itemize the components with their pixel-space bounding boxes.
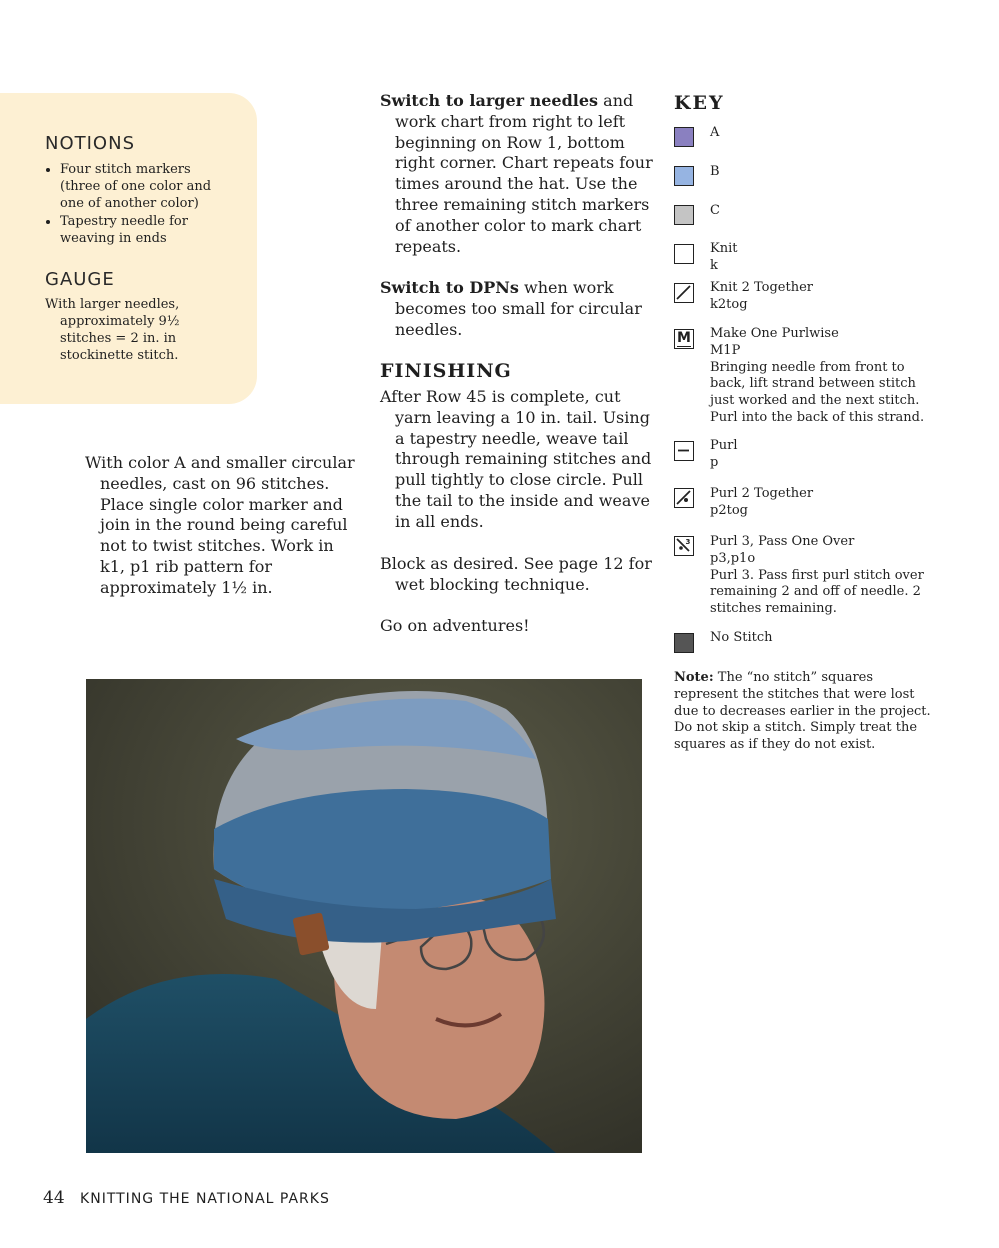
- switch-larger-text: and work chart from right to left beginning on Row 1, bottom right corner. Chart repeats four times around the hat. Use the three remaining stitch markers of another color to mark chart repeats.: [395, 91, 653, 256]
- color-c-label: C: [710, 203, 720, 218]
- no-stitch-swatch: [674, 633, 694, 653]
- p3pso-name: Purl 3, Pass One Over: [710, 534, 855, 549]
- notions-item: • Four stitch markers (three of one color and one of another color): [60, 161, 229, 212]
- notions-list: [45, 161, 229, 247]
- switch-dpns-paragraph: [380, 278, 657, 340]
- switch-dpns-text: when work becomes too small for circular needles.: [395, 278, 642, 339]
- p3pso-description: Purl 3. Pass first purl stitch over remaining 2 and off of needle. 2 stitches remaining.: [710, 567, 924, 617]
- color-a-swatch: [674, 127, 694, 147]
- knit-label: [710, 241, 940, 275]
- notions-item: • Tapestry needle for weaving in ends: [60, 213, 229, 247]
- knit-name: Knit: [710, 241, 738, 256]
- knit-abbr: k: [710, 257, 718, 273]
- knit-symbol: [674, 244, 694, 264]
- k2tog-slash-icon: [675, 284, 692, 301]
- switch-larger-bold: Switch to larger needles: [380, 91, 599, 110]
- p2tog-abbr: p2tog: [710, 502, 748, 518]
- hat-photo-illustration: [86, 679, 642, 1153]
- color-b-label: B: [710, 164, 720, 179]
- m1p-name: Make One Purlwise: [710, 326, 839, 341]
- purl-label: [710, 438, 940, 472]
- key-heading: KEY: [674, 92, 725, 114]
- m1p-description: Bringing needle from front to back, lift strand between stitch just worked and the next stitch. Purl into the back of this strand.: [710, 359, 925, 425]
- no-stitch-label: No Stitch: [710, 630, 773, 645]
- book-title: KNITTING THE NATIONAL PARKS: [80, 1191, 330, 1207]
- purl-abbr: p: [710, 454, 719, 470]
- p2tog-symbol: [674, 488, 694, 508]
- p3pso-icon: [675, 537, 692, 554]
- notions-heading: NOTIONS: [45, 133, 135, 154]
- purl-name: Purl: [710, 438, 738, 453]
- finishing-paragraph-2: Block as desired. See page 12 for wet blocking technique.: [380, 554, 652, 594]
- switch-dpns-bold: Switch to DPNs: [380, 278, 519, 297]
- color-b-swatch: [674, 166, 694, 186]
- gauge-text: With larger needles, approximately 9½ stitches = 2 in. in stockinette stitch.: [45, 297, 180, 363]
- p2tog-label: [710, 486, 940, 520]
- p2tog-slash-dot-icon: [675, 489, 692, 506]
- m1p-label: [710, 326, 940, 427]
- finishing-paragraph-3: Go on adventures!: [380, 616, 530, 635]
- m1p-symbol-letter: M: [677, 330, 691, 346]
- purl-symbol: [674, 441, 694, 461]
- hat-photo: [86, 679, 642, 1153]
- color-a-label: A: [710, 125, 720, 140]
- p3pso-label: [710, 534, 940, 618]
- note-bold: Note:: [674, 670, 714, 685]
- page-footer: [43, 1188, 330, 1208]
- key-note: [674, 670, 936, 754]
- p3pso-symbol: [674, 536, 694, 556]
- notions-sidebar: [0, 93, 257, 404]
- finishing-paragraph-1: After Row 45 is complete, cut yarn leaving a 10 in. tail. Using a tapestry needle, weave tail through remaining stitches and pull tightly to close circle. Pull the tail to the inside and weave in all ends.: [380, 387, 652, 531]
- p3pso-abbr: p3,p1o: [710, 550, 756, 566]
- m1p-abbr: M1P: [710, 342, 741, 358]
- switch-larger-paragraph: [380, 91, 657, 257]
- p2tog-name: Purl 2 Together: [710, 486, 814, 501]
- purl-dash-icon: [675, 442, 692, 459]
- cast-on-paragraph: With color A and smaller circular needles, cast on 96 stitches. Place single color marker and join in the round being careful not to twist stitches. Work in k1, p1 rib pattern for approximately 1½ in.: [85, 453, 355, 597]
- gauge-heading: GAUGE: [45, 269, 115, 290]
- k2tog-name: Knit 2 Together: [710, 280, 814, 295]
- note-text: The “no stitch” squares represent the stitches that were lost due to decreases earlier in the project. Do not skip a stitch. Simply treat the squares as if they do not exist.: [674, 670, 931, 753]
- finishing-heading: FINISHING: [380, 360, 512, 382]
- page-number: 44: [43, 1188, 65, 1208]
- color-c-swatch: [674, 205, 694, 225]
- m1p-symbol: [674, 329, 694, 349]
- k2tog-abbr: k2tog: [710, 296, 748, 312]
- k2tog-symbol: [674, 283, 694, 303]
- k2tog-label: [710, 280, 940, 314]
- p3pso-symbol-number: 3: [685, 538, 691, 546]
